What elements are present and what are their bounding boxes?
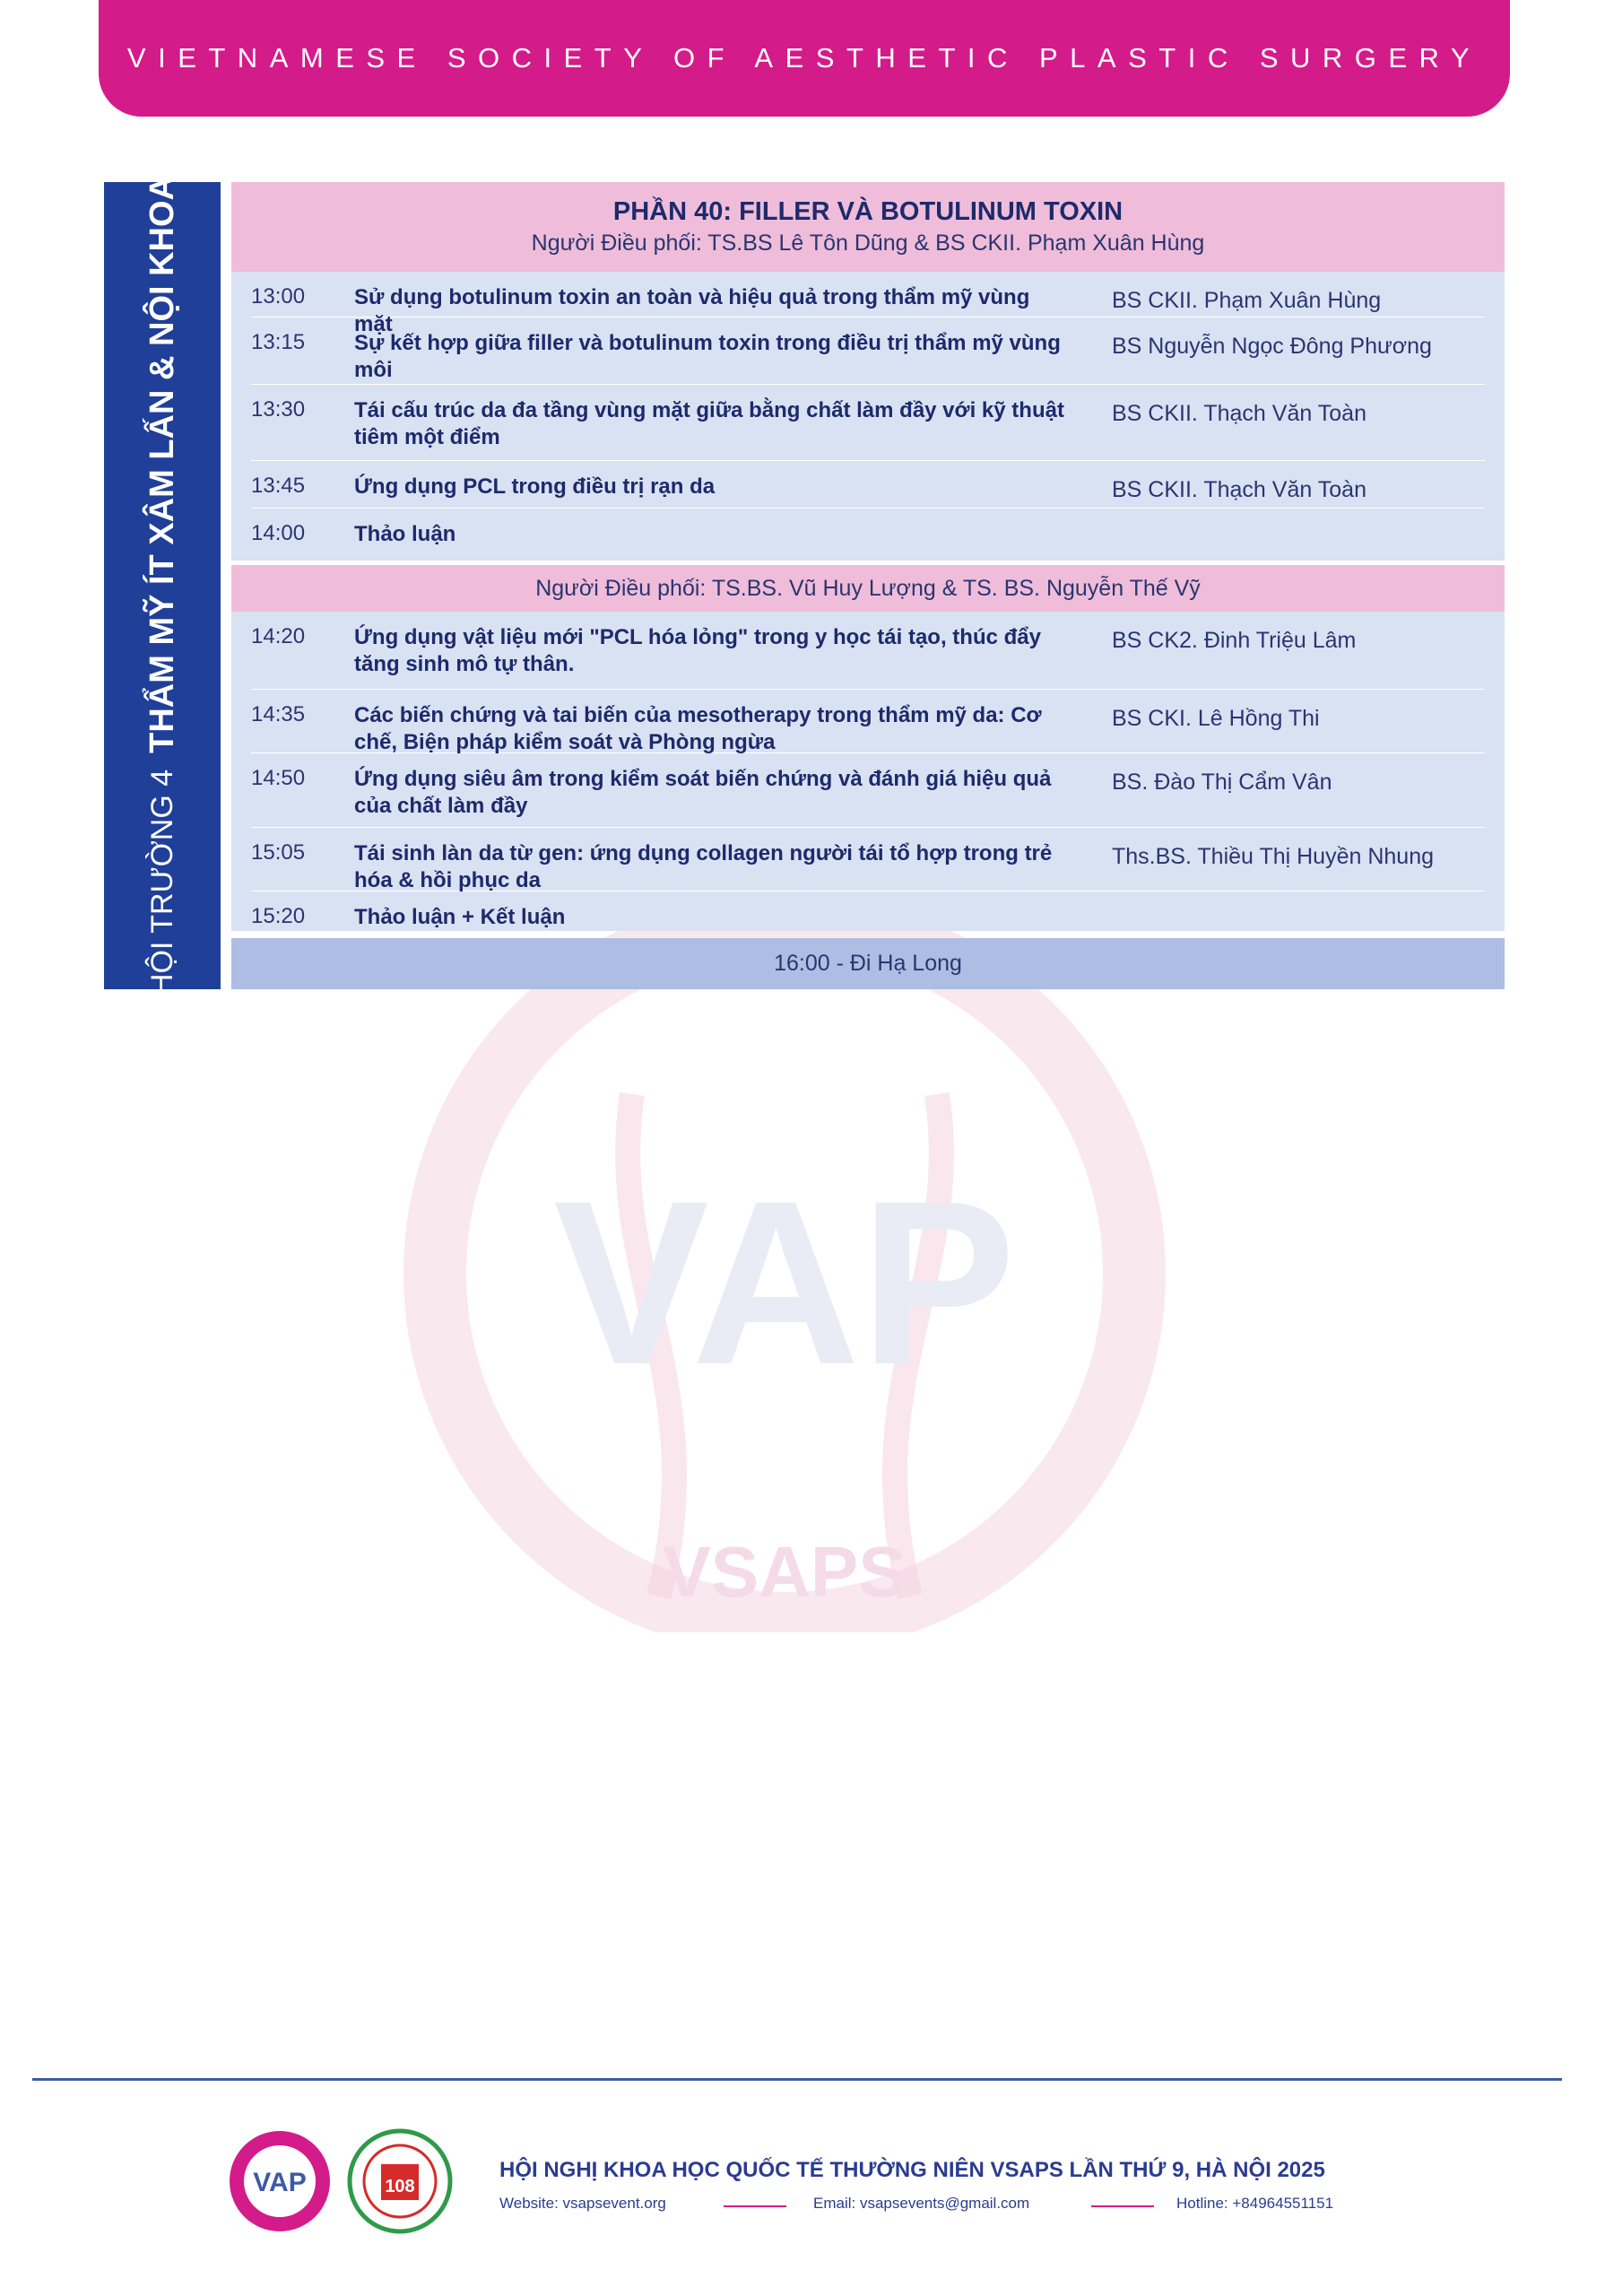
section-header [231, 182, 1505, 272]
website-link[interactable]: Website: vsapsevent.org [499, 2195, 666, 2212]
agenda-row [251, 690, 1485, 753]
coordinator-2-text: Người Điều phối: TS.BS. Vũ Huy Lượng & TS. BS. Nguyễn Thế Vỹ [535, 575, 1201, 601]
agenda-title: Sự kết hợp giữa filler và botulinum toxin trong điều trị thẩm mỹ vùng môi [354, 331, 1061, 382]
footer-separator [724, 2205, 786, 2207]
agenda-title: Các biến chứng và tai biến của mesotherapy trong thẩm mỹ da: Cơ chế, Biện pháp kiểm soát và Phòng ngừa [354, 703, 1042, 754]
hall-topic: THẨM MỸ ÍT XÂM LẤN & NỘI KHOA [143, 175, 181, 753]
agenda-time: 15:05 [251, 840, 306, 865]
email-link[interactable]: Email: vsapsevents@gmail.com [813, 2195, 1030, 2212]
agenda-title: Tái sinh làn da từ gen: ứng dụng collagen người tái tổ hợp trong trẻ hóa & hồi phục da [354, 841, 1053, 892]
agenda-title: Thảo luận [354, 522, 456, 546]
agenda-title: Thảo luận + Kết luận [354, 905, 566, 929]
agenda-speaker: BS CKII. Phạm Xuân Hùng [1112, 288, 1382, 313]
agenda-time: 14:50 [251, 766, 306, 790]
agenda-speaker: BS. Đào Thị Cẩm Vân [1112, 770, 1332, 795]
section-coordinator: Người Điều phối: TS.BS Lê Tôn Dũng & BS CKII. Phạm Xuân Hùng [531, 230, 1205, 256]
agenda-speaker: BS CKI. Lê Hồng Thi [1112, 706, 1320, 731]
agenda-speaker: BS CKII. Thạch Văn Toàn [1112, 401, 1366, 426]
session-2-block [231, 612, 1505, 931]
agenda-row [251, 828, 1485, 891]
agenda-title: Ứng dụng siêu âm trong kiểm soát biến chứng và đánh giá hiệu quả của chất làm đầy [354, 767, 1052, 818]
conference-title: HỘI NGHỊ KHOA HỌC QUỐC TẾ THƯỜNG NIÊN VSAPS LẦN THỨ 9, HÀ NỘI 2025 [499, 2158, 1325, 2182]
agenda-speaker: Ths.BS. Thiều Thị Huyền Nhung [1112, 844, 1434, 869]
hotline-link[interactable]: Hotline: +84964551151 [1176, 2195, 1334, 2212]
agenda-speaker: BS CK2. Đinh Triệu Lâm [1112, 628, 1357, 653]
footer-contacts [499, 2195, 1405, 2222]
agenda-speaker: BS CKII. Thạch Văn Toàn [1112, 477, 1366, 502]
end-note: 16:00 - Đi Hạ Long [774, 951, 962, 976]
agenda-time: 14:20 [251, 624, 306, 648]
hospital-logo-text: 108 [385, 2177, 415, 2196]
hall-label: HỘI TRƯỜNG 4 [144, 769, 179, 996]
agenda-row [251, 612, 1485, 690]
agenda-time: 13:15 [251, 330, 306, 354]
agenda-title: Ứng dụng vật liệu mới "PCL hóa lỏng" trong y học tái tạo, thúc đẩy tăng sinh mô tự thân. [354, 625, 1041, 676]
agenda-time: 13:45 [251, 474, 306, 498]
agenda-time: 14:35 [251, 702, 306, 726]
header-banner [99, 0, 1510, 117]
agenda-title: Sử dụng botulinum toxin an toàn và hiệu quả trong thẩm mỹ vùng mặt [354, 285, 1030, 336]
footer-divider [32, 2078, 1562, 2081]
agenda-title: Tái cấu trúc da đa tầng vùng mặt giữa bằng chất làm đầy với kỹ thuật tiêm một điểm [354, 398, 1064, 449]
agenda-title: Ứng dụng PCL trong điều trị rạn da [354, 474, 716, 499]
agenda-time: 13:00 [251, 284, 306, 309]
agenda-time: 13:30 [251, 397, 306, 422]
coordinator-2-bar [231, 565, 1505, 612]
agenda-row [251, 317, 1485, 385]
agenda-row [251, 509, 1485, 561]
agenda-row [251, 753, 1485, 828]
agenda-row [251, 891, 1485, 935]
watermark-letters: VAP [553, 1153, 1016, 1413]
footer-separator [1091, 2205, 1154, 2207]
vsaps-watermark [336, 915, 1233, 1632]
end-note-bar [231, 938, 1505, 989]
hospital-108-logo [347, 2128, 453, 2234]
section-title: PHẦN 40: FILLER VÀ BOTULINUM TOXIN [612, 197, 1124, 226]
agenda-row [251, 385, 1485, 461]
agenda-time: 15:20 [251, 904, 306, 928]
vsaps-logo [227, 2128, 333, 2234]
vsaps-logo-text: VAP [253, 2168, 307, 2197]
agenda-row [251, 461, 1485, 509]
agenda-row [251, 272, 1485, 336]
agenda-time: 14:00 [251, 521, 306, 545]
session-1-block [231, 272, 1505, 561]
agenda-speaker: BS Nguyễn Ngọc Đông Phương [1112, 334, 1432, 359]
watermark-ring-bottom: VSAPS [663, 1532, 907, 1612]
hall-sidebar [104, 175, 221, 996]
society-name: VIETNAMESE SOCIETY OF AESTHETIC PLASTIC SURGERY [126, 42, 1482, 74]
